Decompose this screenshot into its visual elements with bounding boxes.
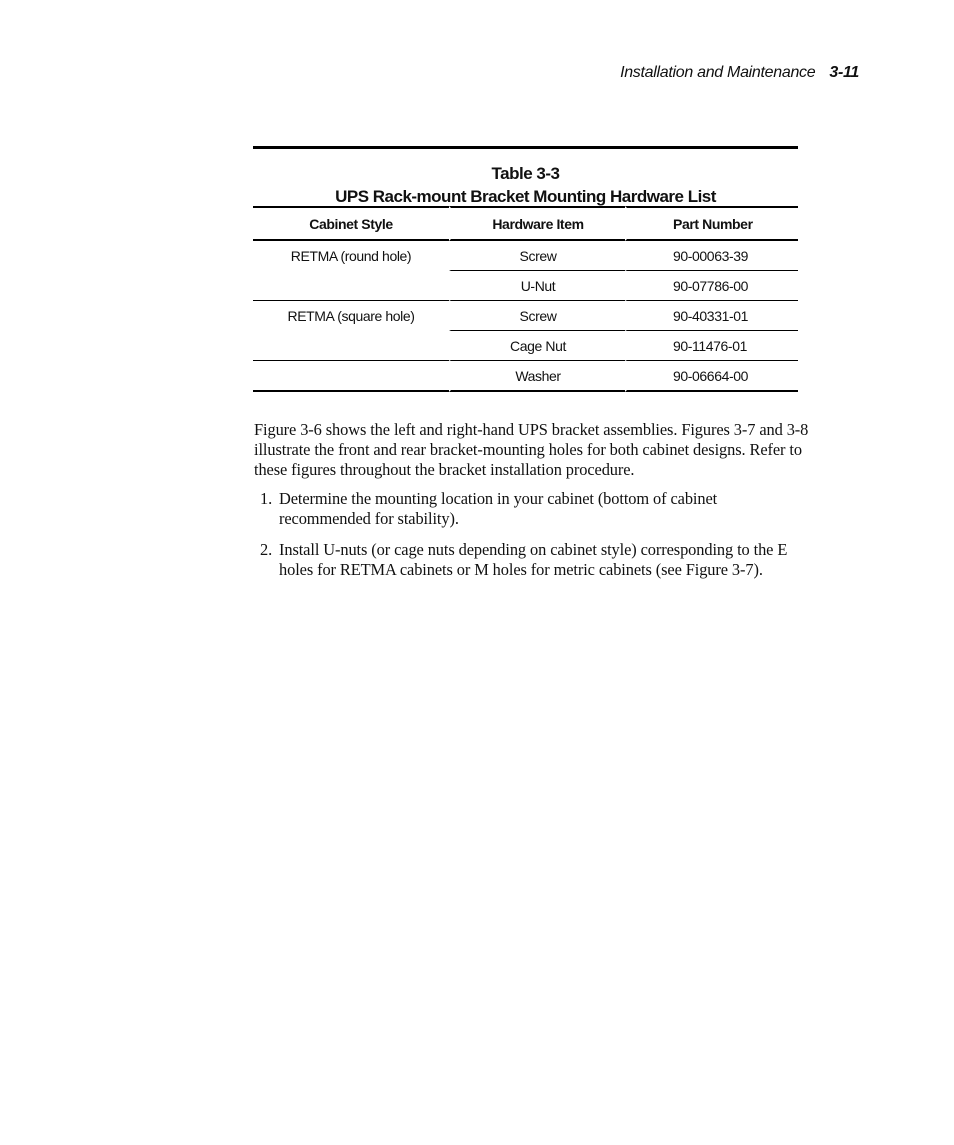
part-number-cell: 90-07786-00 — [625, 271, 798, 301]
step-number: 1. — [260, 489, 273, 508]
hardware-item-cell: Washer — [449, 361, 625, 392]
cabinet-style-cell: RETMA (round hole) — [253, 241, 449, 301]
part-number-cell: 90-00063-39 — [625, 241, 798, 271]
cabinet-style-cell: RETMA (square hole) — [253, 301, 449, 361]
table-title: UPS Rack-mount Bracket Mounting Hardware List — [335, 187, 716, 206]
part-number-cell: 90-11476-01 — [625, 331, 798, 361]
table-caption — [253, 149, 798, 206]
part-number-cell: 90-40331-01 — [625, 301, 798, 331]
page-number: 3-11 — [829, 64, 859, 81]
intro-paragraph: Figure 3-6 shows the left and right-hand UPS bracket assemblies. Figures 3-7 and 3-8 illustrate the front and rear bracket-mounting holes for both cabinet designs. Refer to these figures throughout the bracket installation procedure. — [254, 420, 809, 479]
body-text — [254, 420, 814, 591]
section-title: Installation and Maintenance — [620, 64, 816, 81]
cabinet-style-cell — [253, 361, 449, 392]
hardware-item-cell: Screw — [449, 301, 625, 331]
table-row — [253, 361, 798, 392]
running-header — [620, 64, 859, 82]
hardware-table-block — [253, 146, 798, 392]
part-number-cell: 90-06664-00 — [625, 361, 798, 392]
column-header-part-number: Part Number — [625, 206, 798, 241]
table-row — [253, 301, 798, 331]
hardware-item-cell: Cage Nut — [449, 331, 625, 361]
step-text: Install U-nuts (or cage nuts depending on cabinet style) corresponding to the E holes for RETMA cabinets or M holes for metric cabinets (see Figure 3-7). — [279, 540, 788, 579]
hardware-item-cell: U-Nut — [449, 271, 625, 301]
column-header-cabinet-style: Cabinet Style — [253, 206, 449, 241]
step-number: 2. — [260, 540, 273, 559]
table-header-row — [253, 206, 798, 241]
table-number: Table 3-3 — [491, 164, 560, 183]
procedure-steps — [254, 489, 814, 580]
column-header-hardware-item: Hardware Item — [449, 206, 625, 241]
list-item — [254, 540, 789, 580]
list-item — [254, 489, 789, 529]
step-text: Determine the mounting location in your cabinet (bottom of cabinet recommended for stability). — [279, 489, 718, 528]
hardware-item-cell: Screw — [449, 241, 625, 271]
table-row — [253, 241, 798, 271]
hardware-table — [253, 206, 798, 392]
